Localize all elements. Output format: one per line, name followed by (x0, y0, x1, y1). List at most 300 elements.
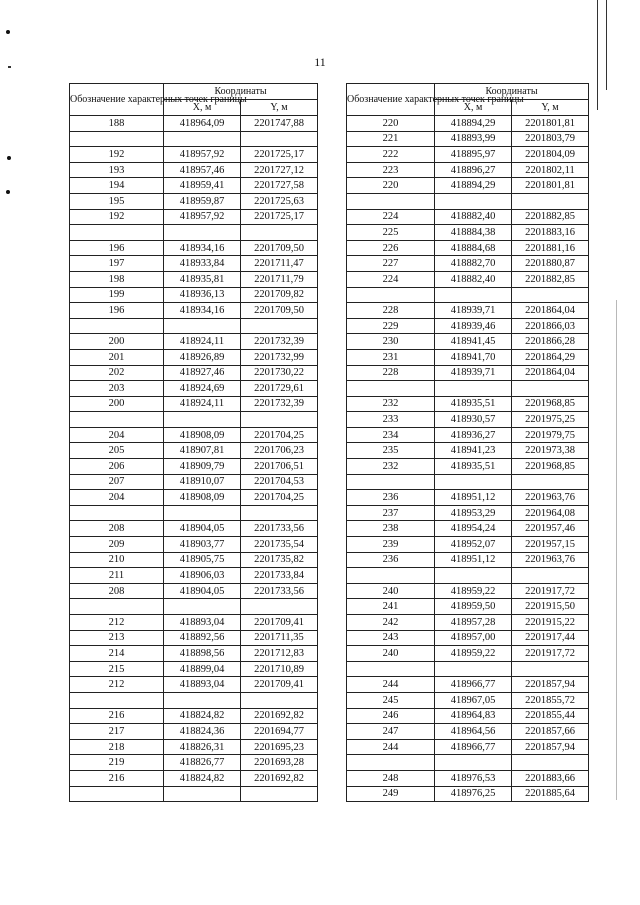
x-coordinate-cell (164, 692, 241, 708)
x-coordinate-cell (164, 505, 241, 521)
y-coordinate-cell: 2201732,39 (241, 334, 318, 350)
y-coordinate-cell: 2201882,85 (512, 209, 589, 225)
point-id-cell (70, 786, 164, 802)
table-row (70, 318, 318, 334)
x-coordinate-cell: 418939,71 (435, 365, 512, 381)
y-coordinate-cell: 2201864,29 (512, 349, 589, 365)
point-id-cell: 204 (70, 490, 164, 506)
y-coordinate-cell (241, 786, 318, 802)
y-coordinate-cell: 2201732,39 (241, 396, 318, 412)
x-coordinate-cell: 418936,13 (164, 287, 241, 303)
y-coordinate-cell: 2201963,76 (512, 490, 589, 506)
table-row (70, 349, 318, 365)
table-row (70, 505, 318, 521)
table-row (347, 615, 589, 631)
y-coordinate-cell: 2201883,66 (512, 770, 589, 786)
table-row (347, 677, 589, 693)
table-row (70, 599, 318, 615)
point-id-cell: 199 (70, 287, 164, 303)
y-coordinate-cell: 2201917,72 (512, 583, 589, 599)
point-id-cell: 236 (347, 552, 435, 568)
table-row (347, 116, 589, 132)
table-row (347, 396, 589, 412)
point-id-cell: 223 (347, 162, 435, 178)
header-x: X, м (164, 100, 241, 116)
x-coordinate-cell: 418895,97 (435, 147, 512, 163)
y-coordinate-cell: 2201882,85 (512, 271, 589, 287)
point-id-cell: 237 (347, 505, 435, 521)
y-coordinate-cell: 2201706,23 (241, 443, 318, 459)
table-row (70, 365, 318, 381)
point-id-cell: 224 (347, 271, 435, 287)
scan-edge-mark (606, 0, 607, 90)
point-id-cell: 209 (70, 537, 164, 553)
y-coordinate-cell: 2201802,11 (512, 162, 589, 178)
y-coordinate-cell (241, 692, 318, 708)
x-coordinate-cell: 418904,05 (164, 583, 241, 599)
point-id-cell (347, 193, 435, 209)
x-coordinate-cell: 418957,46 (164, 162, 241, 178)
point-id-cell: 204 (70, 427, 164, 443)
y-coordinate-cell: 2201857,94 (512, 677, 589, 693)
table-row (347, 381, 589, 397)
x-coordinate-cell: 418899,04 (164, 661, 241, 677)
point-id-cell: 225 (347, 225, 435, 241)
table-row (347, 162, 589, 178)
table-row (347, 537, 589, 553)
point-id-cell: 208 (70, 521, 164, 537)
x-coordinate-cell: 418934,16 (164, 303, 241, 319)
table-row (70, 770, 318, 786)
point-id-cell: 227 (347, 256, 435, 272)
x-coordinate-cell: 418904,05 (164, 521, 241, 537)
x-coordinate-cell: 418924,69 (164, 381, 241, 397)
table-row (347, 271, 589, 287)
point-id-cell: 216 (70, 708, 164, 724)
x-coordinate-cell (164, 318, 241, 334)
table-row (347, 786, 589, 802)
y-coordinate-cell: 2201804,09 (512, 147, 589, 163)
x-coordinate-cell: 418905,75 (164, 552, 241, 568)
y-coordinate-cell: 2201968,85 (512, 396, 589, 412)
x-coordinate-cell: 418976,25 (435, 786, 512, 802)
table-row (347, 459, 589, 475)
y-coordinate-cell: 2201864,04 (512, 365, 589, 381)
x-coordinate-cell: 418959,22 (435, 646, 512, 662)
y-coordinate-cell: 2201957,46 (512, 521, 589, 537)
table-body-left (70, 116, 318, 802)
point-id-cell (70, 505, 164, 521)
point-id-cell: 210 (70, 552, 164, 568)
table-row (70, 677, 318, 693)
scan-speck (8, 66, 11, 68)
x-coordinate-cell: 418964,83 (435, 708, 512, 724)
table-row (347, 303, 589, 319)
y-coordinate-cell: 2201917,44 (512, 630, 589, 646)
table-row (70, 271, 318, 287)
y-coordinate-cell (512, 381, 589, 397)
x-coordinate-cell: 418894,29 (435, 116, 512, 132)
point-id-cell: 214 (70, 646, 164, 662)
table-row (70, 708, 318, 724)
point-id-cell: 236 (347, 490, 435, 506)
point-id-cell (347, 755, 435, 771)
y-coordinate-cell: 2201801,81 (512, 116, 589, 132)
y-coordinate-cell: 2201881,16 (512, 240, 589, 256)
x-coordinate-cell: 418967,05 (435, 692, 512, 708)
point-id-cell: 234 (347, 427, 435, 443)
table-row (347, 599, 589, 615)
table-row (347, 193, 589, 209)
y-coordinate-cell: 2201885,64 (512, 786, 589, 802)
x-coordinate-cell: 418959,50 (435, 599, 512, 615)
table-row (347, 692, 589, 708)
y-coordinate-cell: 2201957,15 (512, 537, 589, 553)
point-id-cell: 215 (70, 661, 164, 677)
y-coordinate-cell: 2201857,94 (512, 739, 589, 755)
y-coordinate-cell: 2201963,76 (512, 552, 589, 568)
y-coordinate-cell: 2201692,82 (241, 708, 318, 724)
y-coordinate-cell: 2201693,28 (241, 755, 318, 771)
x-coordinate-cell: 418934,16 (164, 240, 241, 256)
point-id-cell: 193 (70, 162, 164, 178)
coordinates-table-left (69, 83, 318, 802)
x-coordinate-cell: 418903,77 (164, 537, 241, 553)
table-row (347, 443, 589, 459)
y-coordinate-cell: 2201857,66 (512, 724, 589, 740)
x-coordinate-cell: 418924,11 (164, 334, 241, 350)
x-coordinate-cell: 418957,92 (164, 147, 241, 163)
table-row (70, 724, 318, 740)
x-coordinate-cell: 418910,07 (164, 474, 241, 490)
table-row (70, 755, 318, 771)
point-id-cell: 212 (70, 677, 164, 693)
x-coordinate-cell: 418951,12 (435, 490, 512, 506)
header-designation: Обозначение характерных точек границы (347, 84, 435, 116)
table-row (347, 427, 589, 443)
table-row (347, 349, 589, 365)
point-id-cell: 226 (347, 240, 435, 256)
point-id-cell: 244 (347, 739, 435, 755)
y-coordinate-cell: 2201803,79 (512, 131, 589, 147)
point-id-cell: 247 (347, 724, 435, 740)
x-coordinate-cell (435, 474, 512, 490)
header-designation: Обозначение характерных точек границы (70, 84, 164, 116)
y-coordinate-cell: 2201915,50 (512, 599, 589, 615)
y-coordinate-cell: 2201855,72 (512, 692, 589, 708)
y-coordinate-cell: 2201704,25 (241, 490, 318, 506)
y-coordinate-cell: 2201704,25 (241, 427, 318, 443)
y-coordinate-cell: 2201709,41 (241, 615, 318, 631)
x-coordinate-cell: 418927,46 (164, 365, 241, 381)
y-coordinate-cell (512, 287, 589, 303)
y-coordinate-cell: 2201979,75 (512, 427, 589, 443)
point-id-cell: 232 (347, 459, 435, 475)
x-coordinate-cell: 418907,81 (164, 443, 241, 459)
table-row (347, 147, 589, 163)
y-coordinate-cell: 2201964,08 (512, 505, 589, 521)
point-id-cell: 194 (70, 178, 164, 194)
point-id-cell: 217 (70, 724, 164, 740)
y-coordinate-cell: 2201883,16 (512, 225, 589, 241)
table-row (347, 334, 589, 350)
x-coordinate-cell (164, 412, 241, 428)
table-row (70, 396, 318, 412)
table-row (70, 381, 318, 397)
point-id-cell: 229 (347, 318, 435, 334)
x-coordinate-cell: 418951,12 (435, 552, 512, 568)
y-coordinate-cell: 2201864,04 (512, 303, 589, 319)
x-coordinate-cell: 418959,22 (435, 583, 512, 599)
point-id-cell: 211 (70, 568, 164, 584)
point-id-cell: 218 (70, 739, 164, 755)
x-coordinate-cell: 418964,56 (435, 724, 512, 740)
table-row (70, 786, 318, 802)
scan-edge-mark (597, 0, 598, 110)
table-row (70, 334, 318, 350)
table-row (70, 412, 318, 428)
y-coordinate-cell: 2201725,63 (241, 193, 318, 209)
y-coordinate-cell (512, 474, 589, 490)
x-coordinate-cell: 418909,79 (164, 459, 241, 475)
y-coordinate-cell: 2201709,82 (241, 287, 318, 303)
x-coordinate-cell: 418953,29 (435, 505, 512, 521)
y-coordinate-cell: 2201866,28 (512, 334, 589, 350)
y-coordinate-cell: 2201975,25 (512, 412, 589, 428)
scan-mark (7, 156, 11, 160)
table-row (70, 537, 318, 553)
x-coordinate-cell: 418935,51 (435, 396, 512, 412)
table-row (347, 724, 589, 740)
x-coordinate-cell: 418906,03 (164, 568, 241, 584)
point-id-cell (70, 599, 164, 615)
x-coordinate-cell (164, 786, 241, 802)
point-id-cell: 243 (347, 630, 435, 646)
y-coordinate-cell: 2201801,81 (512, 178, 589, 194)
y-coordinate-cell: 2201729,61 (241, 381, 318, 397)
header-y: Y, м (512, 100, 589, 116)
point-id-cell: 206 (70, 459, 164, 475)
table-row (70, 692, 318, 708)
table-row (70, 661, 318, 677)
point-id-cell: 228 (347, 365, 435, 381)
point-id-cell: 201 (70, 349, 164, 365)
table-row (70, 615, 318, 631)
point-id-cell: 192 (70, 209, 164, 225)
table-row (70, 552, 318, 568)
point-id-cell: 233 (347, 412, 435, 428)
point-id-cell (347, 568, 435, 584)
y-coordinate-cell: 2201712,83 (241, 646, 318, 662)
x-coordinate-cell (435, 193, 512, 209)
point-id-cell: 188 (70, 116, 164, 132)
table-row (70, 568, 318, 584)
point-id-cell: 244 (347, 677, 435, 693)
point-id-cell: 207 (70, 474, 164, 490)
y-coordinate-cell: 2201694,77 (241, 724, 318, 740)
point-id-cell: 231 (347, 349, 435, 365)
x-coordinate-cell: 418941,70 (435, 349, 512, 365)
header-coordinates: Координаты (435, 84, 589, 100)
y-coordinate-cell: 2201866,03 (512, 318, 589, 334)
x-coordinate-cell: 418952,07 (435, 537, 512, 553)
y-coordinate-cell (512, 661, 589, 677)
table-row (70, 162, 318, 178)
header-coordinates: Координаты (164, 84, 318, 100)
point-id-cell: 203 (70, 381, 164, 397)
table-row (70, 147, 318, 163)
x-coordinate-cell: 418893,99 (435, 131, 512, 147)
x-coordinate-cell: 418896,27 (435, 162, 512, 178)
table-row (347, 490, 589, 506)
x-coordinate-cell: 418882,70 (435, 256, 512, 272)
x-coordinate-cell: 418884,68 (435, 240, 512, 256)
x-coordinate-cell: 418941,23 (435, 443, 512, 459)
table-row (347, 209, 589, 225)
point-id-cell: 195 (70, 193, 164, 209)
y-coordinate-cell: 2201915,22 (512, 615, 589, 631)
y-coordinate-cell: 2201725,17 (241, 147, 318, 163)
point-id-cell: 235 (347, 443, 435, 459)
table-row (347, 755, 589, 771)
table-row (70, 287, 318, 303)
table-row (347, 474, 589, 490)
x-coordinate-cell (164, 131, 241, 147)
y-coordinate-cell: 2201733,84 (241, 568, 318, 584)
point-id-cell: 245 (347, 692, 435, 708)
x-coordinate-cell: 418957,92 (164, 209, 241, 225)
table-row (70, 131, 318, 147)
point-id-cell: 220 (347, 116, 435, 132)
point-id-cell: 240 (347, 646, 435, 662)
point-id-cell (70, 225, 164, 241)
table-row (70, 490, 318, 506)
x-coordinate-cell: 418826,31 (164, 739, 241, 755)
x-coordinate-cell: 418893,04 (164, 677, 241, 693)
table-row (70, 178, 318, 194)
point-id-cell: 198 (70, 271, 164, 287)
y-coordinate-cell: 2201709,50 (241, 303, 318, 319)
point-id-cell: 241 (347, 599, 435, 615)
point-id-cell: 249 (347, 786, 435, 802)
x-coordinate-cell: 418824,36 (164, 724, 241, 740)
y-coordinate-cell: 2201733,56 (241, 521, 318, 537)
header-y: Y, м (241, 100, 318, 116)
x-coordinate-cell: 418941,45 (435, 334, 512, 350)
table-row (70, 256, 318, 272)
table-row (347, 412, 589, 428)
x-coordinate-cell: 418959,41 (164, 178, 241, 194)
point-id-cell (70, 318, 164, 334)
y-coordinate-cell: 2201730,22 (241, 365, 318, 381)
x-coordinate-cell: 418826,77 (164, 755, 241, 771)
table-row (347, 178, 589, 194)
x-coordinate-cell: 418930,57 (435, 412, 512, 428)
scan-mark (6, 190, 10, 194)
table-row (70, 739, 318, 755)
y-coordinate-cell: 2201695,23 (241, 739, 318, 755)
table-row (347, 505, 589, 521)
point-id-cell: 200 (70, 334, 164, 350)
y-coordinate-cell (512, 193, 589, 209)
point-id-cell: 205 (70, 443, 164, 459)
x-coordinate-cell: 418882,40 (435, 209, 512, 225)
point-id-cell (347, 661, 435, 677)
point-id-cell: 224 (347, 209, 435, 225)
y-coordinate-cell (241, 131, 318, 147)
point-id-cell: 208 (70, 583, 164, 599)
point-id-cell: 240 (347, 583, 435, 599)
x-coordinate-cell: 418898,56 (164, 646, 241, 662)
x-coordinate-cell: 418884,38 (435, 225, 512, 241)
y-coordinate-cell (241, 505, 318, 521)
table-row (347, 646, 589, 662)
y-coordinate-cell: 2201704,53 (241, 474, 318, 490)
point-id-cell: 238 (347, 521, 435, 537)
table-row (347, 131, 589, 147)
x-coordinate-cell: 418957,00 (435, 630, 512, 646)
point-id-cell (347, 474, 435, 490)
y-coordinate-cell: 2201711,79 (241, 271, 318, 287)
point-id-cell: 220 (347, 178, 435, 194)
table-row (347, 708, 589, 724)
table-row (70, 240, 318, 256)
page-number: 11 (314, 55, 326, 69)
point-id-cell: 232 (347, 396, 435, 412)
x-coordinate-cell: 418892,56 (164, 630, 241, 646)
coordinates-table-right (346, 83, 589, 802)
point-id-cell: 202 (70, 365, 164, 381)
y-coordinate-cell: 2201732,99 (241, 349, 318, 365)
y-coordinate-cell: 2201855,44 (512, 708, 589, 724)
point-id-cell (70, 131, 164, 147)
x-coordinate-cell: 418893,04 (164, 615, 241, 631)
y-coordinate-cell: 2201710,89 (241, 661, 318, 677)
y-coordinate-cell: 2201880,87 (512, 256, 589, 272)
table-row (70, 459, 318, 475)
table-row (70, 116, 318, 132)
point-id-cell: 216 (70, 770, 164, 786)
point-id-cell: 213 (70, 630, 164, 646)
table-row (347, 521, 589, 537)
y-coordinate-cell: 2201733,56 (241, 583, 318, 599)
table-row (347, 256, 589, 272)
table-row (70, 630, 318, 646)
table-row (347, 318, 589, 334)
point-id-cell: 246 (347, 708, 435, 724)
x-coordinate-cell: 418939,46 (435, 318, 512, 334)
x-coordinate-cell: 418935,51 (435, 459, 512, 475)
y-coordinate-cell: 2201692,82 (241, 770, 318, 786)
point-id-cell: 221 (347, 131, 435, 147)
table-row (347, 661, 589, 677)
table-row (347, 568, 589, 584)
x-coordinate-cell: 418908,09 (164, 490, 241, 506)
x-coordinate-cell: 418957,28 (435, 615, 512, 631)
x-coordinate-cell (164, 225, 241, 241)
y-coordinate-cell: 2201735,82 (241, 552, 318, 568)
scan-edge-mark (616, 300, 617, 800)
y-coordinate-cell (512, 755, 589, 771)
y-coordinate-cell (512, 568, 589, 584)
x-coordinate-cell: 418959,87 (164, 193, 241, 209)
point-id-cell: 212 (70, 615, 164, 631)
x-coordinate-cell: 418964,09 (164, 116, 241, 132)
table-row (70, 521, 318, 537)
x-coordinate-cell (435, 381, 512, 397)
y-coordinate-cell: 2201727,12 (241, 162, 318, 178)
table-body-right (347, 116, 589, 802)
